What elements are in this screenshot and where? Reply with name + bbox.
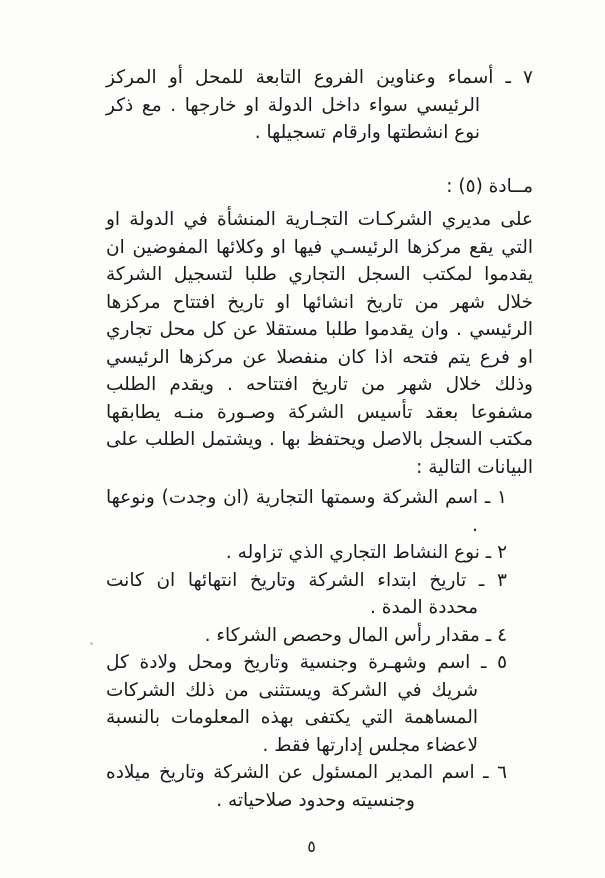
article-paragraph: على مديري الشركـات التجـارية المنشأة في الدولة او التي يقع مركزها الرئيسـي فيها او وكلائها المفوضين ان يقدموا لمكتب السجل التجاري طلبا لتسجيل الشركة خلال شهر من تاريخ انشائها او تاريخ افتتاح مركزها الرئيسي . وان يقدموا طلبا مستقلا عن كل محل تجاري او فرع يتم فتحه اذا كان منفصلا عن مركزها الرئيسي وذلك خلال شهر من تاريخ افتتاحه . ويقدم الطلب مشفوعا بعقد تأسيس الشركة وصـورة منـه يطابقها مكتب السجل بالاصل ويحتفظ بها . ويشتمل الطلب على البيانات التالية :: [106, 209, 533, 478]
list-item-7-marker: ٧ ـ: [505, 67, 533, 88]
list-item-4-text: مقدار رأس المال وحصص الشركاء .: [204, 624, 480, 646]
document-text-block: [106, 64, 533, 814]
list-item-2-marker: ٢ ـ: [485, 542, 507, 563]
scan-artifact-speck: [90, 642, 93, 645]
page-number: ٥: [307, 837, 316, 856]
list-item-7: [106, 64, 533, 147]
list-item-5: [106, 649, 533, 759]
list-item-2: [106, 539, 533, 567]
list-item-5-marker: ٥ ـ: [480, 652, 508, 673]
list-item-2-text: نوع النشاط التجاري الذي تزاوله .: [225, 542, 480, 563]
list-item-7-text: أسماء وعناوين الفروع التابعة للمحل أو المركز الرئيسي سواء داخل الدولة او خارجها . مع ذكر نوع انشطتها وارقام تسجيلها .: [106, 67, 494, 143]
article-heading: مــادة (٥) :: [446, 175, 533, 197]
list-item-1-marker: ١ ـ: [484, 487, 507, 508]
list-item-6-marker: ٦ ـ: [483, 762, 508, 783]
list-item-4: [106, 622, 533, 650]
list-item-3-text: تاريخ ابتداء الشركة وتاريخ انتهائها ان كانت محددة المدة .: [106, 569, 478, 618]
list-item-6-text: اسم المدير المسئول عن الشركة وتاريخ ميلاده وجنسيته وحدود صلاحياته .: [106, 762, 475, 811]
list-item-1: [106, 484, 533, 539]
list-item-1-text: اسم الشركة وسمتها التجارية (ان وجدت) ونوعها .: [106, 487, 479, 536]
list-item-3-marker: ٣ ـ: [478, 569, 507, 591]
list-item-5-text: اسم وشهـرة وجنسية وتاريخ ومحل ولادة كل شريك في الشركة ويستثنى من ذلك الشركات المساهمة التي يكتفى بهذه المعلومات بالنسبة لاعضاء مجلس إدارتها فقط .: [106, 652, 478, 756]
list-item-4-marker: ٤ ـ: [485, 624, 507, 646]
list-item-3: [106, 567, 533, 622]
list-item-6: [106, 759, 533, 814]
